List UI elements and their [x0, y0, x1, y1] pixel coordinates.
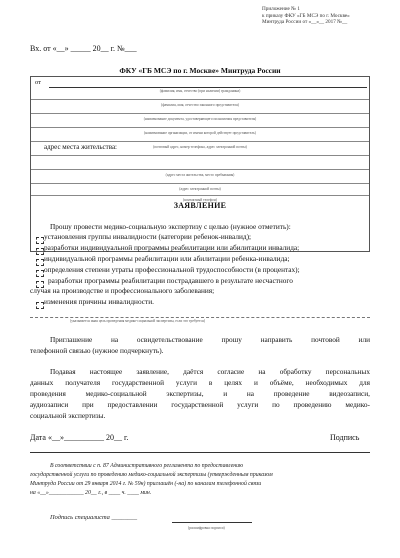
- item-rehab-program: разработки индивидуальной программы реабилитации или абилитации инвалида;: [44, 243, 300, 252]
- form-row-7: [31, 183, 369, 184]
- document-title: ЗАЯВЛЕНИЕ: [173, 201, 227, 210]
- form-row-1: [31, 99, 369, 100]
- specialist-signature[interactable]: Подпись специалиста ________: [50, 514, 138, 521]
- checkbox-work-capacity[interactable]: [36, 270, 44, 277]
- invite-line-2: телефонной связью (нужное подчеркнуть).: [30, 346, 164, 355]
- incoming-number: Вх. от «__» _____ 20__ г. №___: [30, 44, 137, 53]
- caption-fio: (фамилия, имя, отчество (при наличии) гражданина): [159, 89, 241, 93]
- consent-line-5: социальной экспертизы.: [30, 411, 106, 420]
- form-row-5: [31, 155, 369, 156]
- appendix-line-3: Минтруда России от «__»__ 2017 №__: [262, 19, 348, 26]
- appendix-line-2: к приказу ФКУ «ГБ МСЭ по г. Москве»: [262, 12, 350, 19]
- checkbox-child-rehab[interactable]: [36, 259, 44, 266]
- form-row-4: [31, 141, 369, 142]
- caption-contacts: (почтовый адрес, номер телефона, адрес электронной почты): [153, 145, 247, 149]
- organization-name: ФКУ «ГБ МСЭ по г. Москве» Минтруда России: [119, 66, 281, 75]
- caption-address: (адрес места жительства, место пребывания): [165, 173, 235, 177]
- separator-line: [30, 452, 370, 453]
- form-row-8: [31, 195, 369, 196]
- item-work-capacity: определения степени утраты профессиональной трудоспособности (в процентах);: [44, 265, 300, 274]
- form-row-3: [31, 127, 369, 128]
- note-line-2: государственной услуги по проведению медико-социальной экспертизы (утвержденным приказом: [30, 472, 273, 478]
- caption-document: (наименование документа, удостоверяющего полномочия представителя): [143, 117, 257, 121]
- form-row-2: [31, 113, 369, 114]
- checkbox-rehab-program[interactable]: [36, 248, 44, 255]
- caption-email: (адрес электронной почты): [179, 187, 221, 191]
- from-label: от: [35, 79, 42, 86]
- item-child-rehab: индивидуальной программы реабилитации или абилитации ребенка-инвалида;: [44, 254, 290, 263]
- address-label: адрес места жительства:: [44, 143, 117, 151]
- specialist-decoding-line: [172, 522, 252, 523]
- note-line-3: Минтруда России от 29 января 2014 г. № 59н) приглашён (-на) по каналам телефонной связи: [30, 481, 262, 487]
- consent-line-4: аудиозаписи при предоставлении государственной услуги по проведению медико-: [30, 400, 370, 409]
- consent-line-1: Подавая настоящее заявление, даётся согласие на обработку персональных: [50, 367, 370, 376]
- note-line-1: В соответствии с п. 87 Административного регламента по предоставлению: [50, 463, 244, 469]
- appendix-block: [262, 6, 350, 26]
- note-line-4: на «__»____________ 20__ г., в ____ ч. ____ мин.: [30, 490, 152, 496]
- caption-phone: (контактный телефон): [183, 198, 217, 202]
- item-disability-group: установления группы инвалидности (категории ребенок-инвалид);: [44, 232, 252, 241]
- item-accident-program: разработки программы реабилитации пострадавшего в результате несчастного: [48, 276, 293, 285]
- invite-line-1: Приглашение на освидетельствование прошу направить почтовой или: [50, 335, 370, 344]
- appendix-line-1: Приложение № 1: [262, 6, 300, 12]
- signature-label: Подпись: [330, 433, 360, 442]
- consent-line-3: проведения медико-социальной экспертизы, и на проведение видеозаписи,: [30, 389, 370, 398]
- request-intro: Прошу провести медико-социальную экспертизу с целью (нужное отметить):: [50, 222, 291, 231]
- checkbox-cause-change[interactable]: [36, 302, 44, 309]
- form-row-6: [31, 169, 369, 170]
- other-purpose-caption: (указывается иная цель проведения медико-социальной экспертизы, если это требуется): [70, 319, 206, 323]
- item-accident-program-cont: случая на производстве и профессионального заболевания;: [30, 286, 215, 295]
- checkbox-disability-group[interactable]: [36, 237, 44, 244]
- from-line: [49, 87, 367, 88]
- date-field[interactable]: Дата «__»__________ 20__ г.: [30, 433, 129, 442]
- item-cause-change: изменения причины инвалидности.: [44, 297, 154, 306]
- other-purpose-line[interactable]: [30, 317, 370, 318]
- specialist-decoding-caption: (расшифровка подписи): [188, 526, 225, 530]
- caption-representative: (фамилия, имя, отчество законного представителя): [161, 103, 239, 107]
- caption-organization: (наименование организации, от имени которой действует представитель): [144, 131, 256, 135]
- consent-line-2: данных получателя государственной услуги в целях и объёме, необходимых для: [30, 378, 370, 387]
